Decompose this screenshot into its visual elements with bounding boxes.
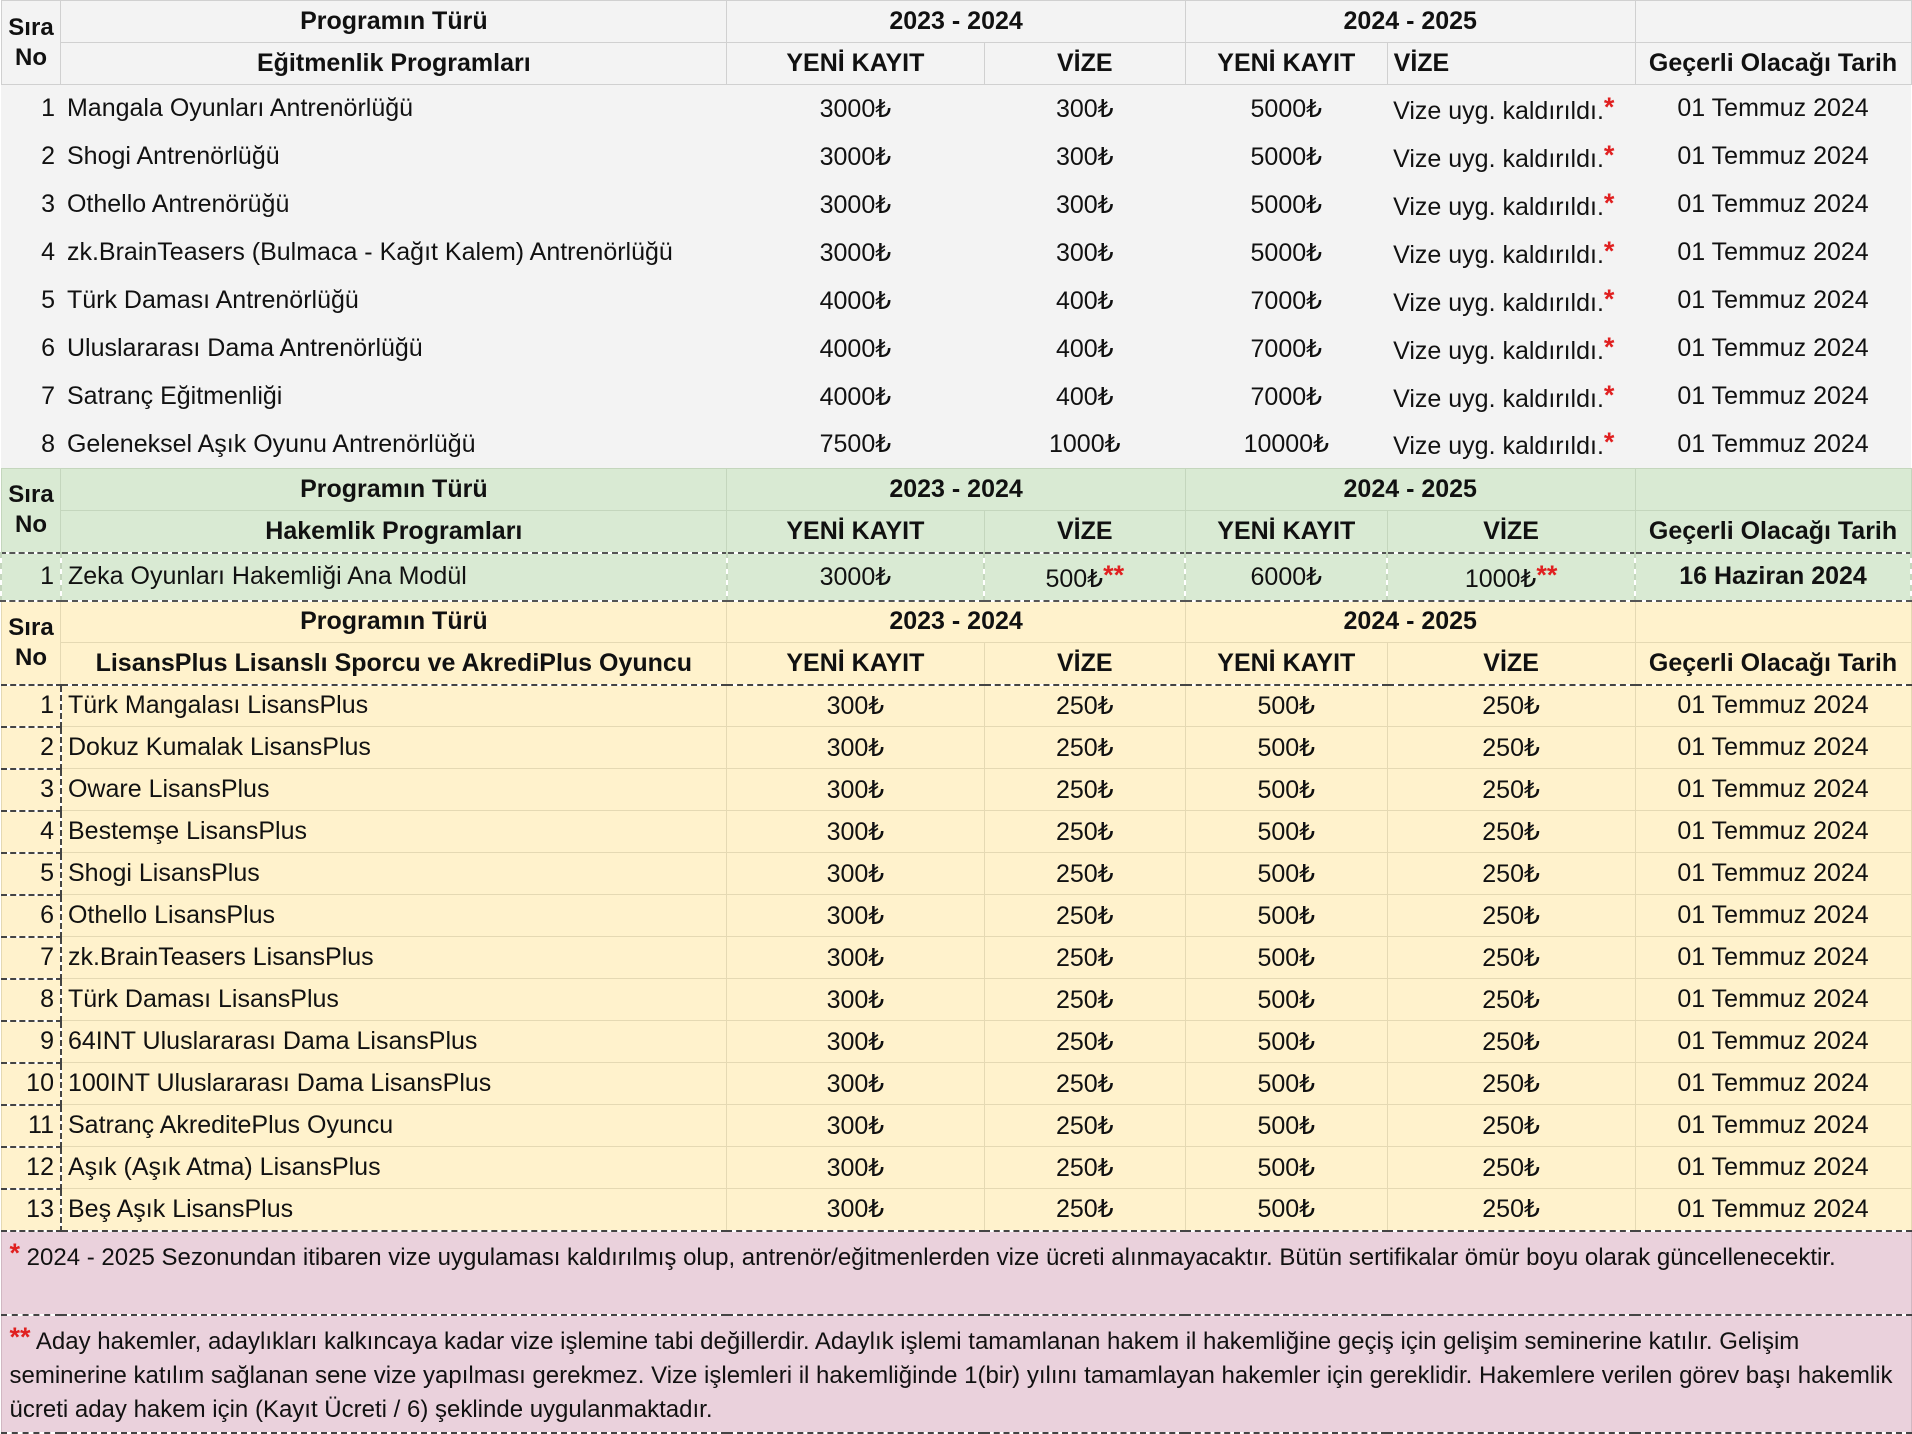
- visa-2023: 250₺: [984, 895, 1185, 937]
- table-row: [1, 1189, 1911, 1231]
- row-number: 2: [1, 727, 61, 769]
- asterisk-mark: *: [1603, 331, 1615, 362]
- row-number: 8: [1, 979, 61, 1021]
- new-reg-header: YENİ KAYIT: [727, 643, 984, 685]
- season1-header: 2023 - 2024: [727, 1, 1186, 43]
- valid-date: 01 Temmuz 2024: [1635, 325, 1911, 373]
- section2-title: Hakemlik Programları: [61, 511, 727, 553]
- table-row: [1, 1105, 1911, 1147]
- new-reg-2023: 7500₺: [727, 421, 984, 469]
- section2-header-row-2: [1, 511, 1911, 553]
- new-reg-2024: 7000₺: [1185, 277, 1387, 325]
- row-number: 6: [1, 325, 61, 373]
- new-reg-header: YENİ KAYIT: [1185, 43, 1387, 85]
- section1-header-row-1: [1, 1, 1911, 43]
- new-reg-2024: 500₺: [1185, 1105, 1387, 1147]
- season2-header: 2024 - 2025: [1185, 469, 1635, 511]
- new-reg-2024: 5000₺: [1185, 181, 1387, 229]
- note-row-1: [1, 1231, 1911, 1315]
- valid-date-header: Geçerli Olacağı Tarih: [1635, 643, 1911, 685]
- visa-2024-text: Vize uyg. kaldırıldı.: [1393, 384, 1604, 413]
- valid-date-header: Geçerli Olacağı Tarih: [1635, 511, 1911, 553]
- row-number: 2: [1, 133, 61, 181]
- valid-date: 01 Temmuz 2024: [1635, 1189, 1911, 1231]
- new-reg-2023: 300₺: [727, 979, 984, 1021]
- new-reg-2023: 300₺: [727, 727, 984, 769]
- valid-date: 01 Temmuz 2024: [1635, 937, 1911, 979]
- section1-header-row-2: [1, 43, 1911, 85]
- valid-date: 01 Temmuz 2024: [1635, 1021, 1911, 1063]
- valid-date: 01 Temmuz 2024: [1635, 979, 1911, 1021]
- new-reg-2024: 500₺: [1185, 1063, 1387, 1105]
- new-reg-2023: 300₺: [727, 937, 984, 979]
- footnote-1-text: 2024 - 2025 Sezonundan itibaren vize uygulaması kaldırılmış olup, antrenör/eğitmenlerden vize ücreti alınmayacaktır. Bütün sertifikalar ömür boyu olarak güncellenecektir.: [20, 1243, 1836, 1271]
- visa-2023: 250₺: [984, 811, 1185, 853]
- program-name: Türk Mangalası LisansPlus: [61, 685, 727, 727]
- footnote-2: [1, 1315, 1911, 1433]
- new-reg-2023: 300₺: [727, 685, 984, 727]
- sira-no-header: Sıra No: [1, 469, 61, 553]
- visa-2023: 250₺: [984, 1063, 1185, 1105]
- visa-2024-text: Vize uyg. kaldırıldı.: [1393, 336, 1604, 365]
- new-reg-2024: 5000₺: [1185, 133, 1387, 181]
- new-reg-2023: 4000₺: [727, 325, 984, 373]
- table-row: [1, 769, 1911, 811]
- visa-2023: 300₺: [984, 229, 1185, 277]
- program-name: Othello LisansPlus: [61, 895, 727, 937]
- table-row: [1, 277, 1911, 325]
- new-reg-2023: 300₺: [727, 1105, 984, 1147]
- program-name: Satranç Eğitmenliği: [61, 373, 727, 421]
- new-reg-2024: 6000₺: [1185, 553, 1387, 601]
- new-reg-2023: 300₺: [727, 853, 984, 895]
- season1-header: 2023 - 2024: [727, 601, 1186, 643]
- program-type-header: Programın Türü: [61, 601, 727, 643]
- valid-date: 01 Temmuz 2024: [1635, 1105, 1911, 1147]
- visa-2023: 250₺: [984, 1021, 1185, 1063]
- asterisk-mark: *: [1603, 427, 1615, 458]
- visa-2024-text: Vize uyg. kaldırıldı.: [1393, 96, 1604, 125]
- row-number: 12: [1, 1147, 61, 1189]
- new-reg-2024: 500₺: [1185, 1189, 1387, 1231]
- new-reg-2024: 7000₺: [1185, 325, 1387, 373]
- visa-2024-text: Vize uyg. kaldırıldı.: [1393, 144, 1604, 173]
- visa-2024: [1387, 277, 1635, 325]
- valid-date: 16 Haziran 2024: [1635, 553, 1911, 601]
- table-row: [1, 1021, 1911, 1063]
- row-number: 1: [1, 85, 61, 133]
- visa-header: VİZE: [984, 511, 1185, 553]
- program-name: Uluslararası Dama Antrenörlüğü: [61, 325, 727, 373]
- asterisk-mark: *: [1603, 187, 1615, 218]
- new-reg-2023: 300₺: [727, 769, 984, 811]
- table-row: [1, 853, 1911, 895]
- visa-2024: 250₺: [1387, 1105, 1635, 1147]
- row-number: 9: [1, 1021, 61, 1063]
- asterisk-mark: *: [1603, 379, 1615, 410]
- table-row: [1, 133, 1911, 181]
- new-reg-2024: 7000₺: [1185, 373, 1387, 421]
- new-reg-2024: 500₺: [1185, 937, 1387, 979]
- visa-2024: [1387, 229, 1635, 277]
- valid-date: 01 Temmuz 2024: [1635, 373, 1911, 421]
- visa-2024-text: Vize uyg. kaldırıldı.: [1393, 240, 1604, 269]
- visa-2024-text: Vize uyg. kaldırıldı.: [1393, 192, 1604, 221]
- visa-2024: 250₺: [1387, 1021, 1635, 1063]
- new-reg-2024: 500₺: [1185, 685, 1387, 727]
- program-name: Shogi LisansPlus: [61, 853, 727, 895]
- asterisk-mark: *: [1603, 91, 1615, 122]
- visa-2024: 250₺: [1387, 979, 1635, 1021]
- visa-2023: 250₺: [984, 769, 1185, 811]
- visa-2024: [1387, 373, 1635, 421]
- new-reg-2024: 500₺: [1185, 895, 1387, 937]
- program-name: Zeka Oyunları Hakemliği Ana Modül: [61, 553, 727, 601]
- visa-2023: 250₺: [984, 1147, 1185, 1189]
- program-name: Othello Antrenörüğü: [61, 181, 727, 229]
- visa-2023-text: 500₺: [1045, 564, 1104, 593]
- program-name: Beş Aşık LisansPlus: [61, 1189, 727, 1231]
- table-row: [1, 685, 1911, 727]
- visa-2023: 250₺: [984, 1189, 1185, 1231]
- visa-2023: 250₺: [984, 979, 1185, 1021]
- season1-header: 2023 - 2024: [727, 469, 1186, 511]
- table-row: [1, 85, 1911, 133]
- row-number: 13: [1, 1189, 61, 1231]
- section3-header-row-2: [1, 643, 1911, 685]
- footnote-1: [1, 1231, 1911, 1315]
- visa-2023: 250₺: [984, 685, 1185, 727]
- valid-date: 01 Temmuz 2024: [1635, 1147, 1911, 1189]
- valid-date: 01 Temmuz 2024: [1635, 133, 1911, 181]
- new-reg-2023: 3000₺: [727, 553, 984, 601]
- valid-date: 01 Temmuz 2024: [1635, 85, 1911, 133]
- visa-2023: 300₺: [984, 133, 1185, 181]
- program-name: Oware LisansPlus: [61, 769, 727, 811]
- visa-2023: 400₺: [984, 325, 1185, 373]
- visa-header: VİZE: [984, 643, 1185, 685]
- table-row: [1, 979, 1911, 1021]
- program-name: zk.BrainTeasers LisansPlus: [61, 937, 727, 979]
- visa-header: VİZE: [1387, 643, 1635, 685]
- asterisk-mark: *: [1603, 283, 1615, 314]
- visa-header: VİZE: [1387, 43, 1635, 85]
- program-name: 100INT Uluslararası Dama LisansPlus: [61, 1063, 727, 1105]
- valid-date-header: Geçerli Olacağı Tarih: [1635, 43, 1911, 85]
- row-number: 4: [1, 229, 61, 277]
- program-name: Geleneksel Aşık Oyunu Antrenörlüğü: [61, 421, 727, 469]
- visa-2023: 400₺: [984, 277, 1185, 325]
- valid-date: 01 Temmuz 2024: [1635, 1063, 1911, 1105]
- row-number: 5: [1, 853, 61, 895]
- note-double-asterisk: **: [9, 1321, 31, 1352]
- new-reg-2024: 500₺: [1185, 727, 1387, 769]
- program-name: Türk Daması Antrenörlüğü: [61, 277, 727, 325]
- new-reg-2023: 4000₺: [727, 373, 984, 421]
- new-reg-2023: 3000₺: [727, 85, 984, 133]
- row-number: 10: [1, 1063, 61, 1105]
- table-row: [1, 373, 1911, 421]
- valid-date: 01 Temmuz 2024: [1635, 181, 1911, 229]
- visa-2023: 1000₺: [984, 421, 1185, 469]
- visa-2023: [984, 553, 1185, 601]
- visa-2024: [1387, 133, 1635, 181]
- visa-2024: 250₺: [1387, 769, 1635, 811]
- table-row: [1, 325, 1911, 373]
- valid-date: 01 Temmuz 2024: [1635, 229, 1911, 277]
- new-reg-2024: 5000₺: [1185, 229, 1387, 277]
- new-reg-2024: 5000₺: [1185, 85, 1387, 133]
- table-row: [1, 181, 1911, 229]
- program-name: Bestemşe LisansPlus: [61, 811, 727, 853]
- visa-2024: [1387, 553, 1635, 601]
- program-name: 64INT Uluslararası Dama LisansPlus: [61, 1021, 727, 1063]
- visa-2024: 250₺: [1387, 853, 1635, 895]
- valid-date: 01 Temmuz 2024: [1635, 895, 1911, 937]
- new-reg-header: YENİ KAYIT: [727, 43, 984, 85]
- visa-2024: [1387, 181, 1635, 229]
- new-reg-2023: 300₺: [727, 1063, 984, 1105]
- new-reg-2023: 300₺: [727, 1189, 984, 1231]
- section1-title: Eğitmenlik Programları: [61, 43, 727, 85]
- row-number: 3: [1, 769, 61, 811]
- note-asterisk: *: [9, 1237, 21, 1268]
- visa-2024: [1387, 85, 1635, 133]
- new-reg-2023: 3000₺: [727, 181, 984, 229]
- new-reg-2024: 500₺: [1185, 769, 1387, 811]
- visa-2024: 250₺: [1387, 1147, 1635, 1189]
- season2-header: 2024 - 2025: [1185, 1, 1635, 43]
- new-reg-2023: 300₺: [727, 1021, 984, 1063]
- table-row: [1, 421, 1911, 469]
- table-row: [1, 553, 1911, 601]
- new-reg-2024: 500₺: [1185, 979, 1387, 1021]
- row-number: 7: [1, 373, 61, 421]
- program-name: Shogi Antrenörlüğü: [61, 133, 727, 181]
- new-reg-2024: 500₺: [1185, 1147, 1387, 1189]
- valid-date: 01 Temmuz 2024: [1635, 685, 1911, 727]
- program-name: Türk Daması LisansPlus: [61, 979, 727, 1021]
- asterisk-mark: *: [1603, 235, 1615, 266]
- visa-2024: [1387, 421, 1635, 469]
- table-row: [1, 937, 1911, 979]
- sira-no-header: Sıra No: [1, 1, 61, 85]
- visa-2024: 250₺: [1387, 727, 1635, 769]
- program-name: zk.BrainTeasers (Bulmaca - Kağıt Kalem) Antrenörlüğü: [61, 229, 727, 277]
- row-number: 1: [1, 553, 61, 601]
- new-reg-2023: 4000₺: [727, 277, 984, 325]
- valid-date: 01 Temmuz 2024: [1635, 277, 1911, 325]
- visa-2023: 300₺: [984, 181, 1185, 229]
- visa-2024-text: Vize uyg. kaldırıldı.: [1393, 288, 1604, 317]
- new-reg-2023: 300₺: [727, 895, 984, 937]
- new-reg-2023: 3000₺: [727, 229, 984, 277]
- new-reg-2024: 500₺: [1185, 1021, 1387, 1063]
- row-number: 7: [1, 937, 61, 979]
- visa-2024: 250₺: [1387, 685, 1635, 727]
- visa-2023: 250₺: [984, 1105, 1185, 1147]
- visa-header: VİZE: [984, 43, 1185, 85]
- sira-no-header: Sıra No: [1, 601, 61, 685]
- program-name: Mangala Oyunları Antrenörlüğü: [61, 85, 727, 133]
- new-reg-2023: 3000₺: [727, 133, 984, 181]
- visa-2024: 250₺: [1387, 811, 1635, 853]
- visa-header: VİZE: [1387, 511, 1635, 553]
- row-number: 8: [1, 421, 61, 469]
- new-reg-2024: 500₺: [1185, 853, 1387, 895]
- visa-2024: 250₺: [1387, 937, 1635, 979]
- visa-2023: 250₺: [984, 853, 1185, 895]
- asterisk-mark: *: [1603, 139, 1615, 170]
- program-name: Aşık (Aşık Atma) LisansPlus: [61, 1147, 727, 1189]
- footnote-2-text: Aday hakemler, adaylıkları kalkıncaya kadar vize işlemine tabi değillerdir. Adaylık işlemi tamamlanan hakem il hakemliğine geçiş için gelişim seminerine katılır. Gelişim seminerine katılım sağlanan sene vize yapılması gerekmez. Vize işlemleri il hakemliğinde 1(bir) yılını tamamlayan hakemler için gereklidir. Hakemlere verilen görev başı hakemlik ücreti aday hakem için (Kayıt Ücreti / 6) şeklinde uygulanmaktadır.: [9, 1327, 1893, 1423]
- row-number: 4: [1, 811, 61, 853]
- new-reg-2024: 500₺: [1185, 811, 1387, 853]
- visa-2024: 250₺: [1387, 895, 1635, 937]
- program-type-header: Programın Türü: [61, 469, 727, 511]
- new-reg-2024: 10000₺: [1185, 421, 1387, 469]
- new-reg-2023: 300₺: [727, 1147, 984, 1189]
- valid-date: 01 Temmuz 2024: [1635, 421, 1911, 469]
- visa-2023: 300₺: [984, 85, 1185, 133]
- row-number: 5: [1, 277, 61, 325]
- table-row: [1, 1147, 1911, 1189]
- valid-date: 01 Temmuz 2024: [1635, 727, 1911, 769]
- new-reg-header: YENİ KAYIT: [1185, 643, 1387, 685]
- visa-2024: [1387, 325, 1635, 373]
- row-number: 11: [1, 1105, 61, 1147]
- note-row-2: [1, 1315, 1911, 1433]
- valid-date: 01 Temmuz 2024: [1635, 769, 1911, 811]
- table-row: [1, 811, 1911, 853]
- visa-2024: 250₺: [1387, 1189, 1635, 1231]
- visa-2023: 250₺: [984, 727, 1185, 769]
- table-row: [1, 229, 1911, 277]
- asterisk-mark: **: [1536, 559, 1558, 590]
- table-row: [1, 895, 1911, 937]
- program-name: Satranç AkreditePlus Oyuncu: [61, 1105, 727, 1147]
- new-reg-header: YENİ KAYIT: [727, 511, 984, 553]
- row-number: 3: [1, 181, 61, 229]
- program-type-header: Programın Türü: [61, 1, 727, 43]
- visa-2024: 250₺: [1387, 1063, 1635, 1105]
- row-number: 1: [1, 685, 61, 727]
- visa-2023: 400₺: [984, 373, 1185, 421]
- valid-date: 01 Temmuz 2024: [1635, 853, 1911, 895]
- section3-title: LisansPlus Lisanslı Sporcu ve AkrediPlus Oyuncu: [61, 643, 727, 685]
- table-row: [1, 1063, 1911, 1105]
- new-reg-2023: 300₺: [727, 811, 984, 853]
- section3-header-row-1: [1, 601, 1911, 643]
- new-reg-header: YENİ KAYIT: [1185, 511, 1387, 553]
- program-name: Dokuz Kumalak LisansPlus: [61, 727, 727, 769]
- asterisk-mark: **: [1103, 559, 1125, 590]
- visa-2023: 250₺: [984, 937, 1185, 979]
- visa-2024-text: 1000₺: [1464, 564, 1537, 593]
- visa-2024-text: Vize uyg. kaldırıldı.: [1393, 432, 1604, 461]
- row-number: 6: [1, 895, 61, 937]
- table-row: [1, 727, 1911, 769]
- valid-date: 01 Temmuz 2024: [1635, 811, 1911, 853]
- season2-header: 2024 - 2025: [1185, 601, 1635, 643]
- section2-header-row-1: [1, 469, 1911, 511]
